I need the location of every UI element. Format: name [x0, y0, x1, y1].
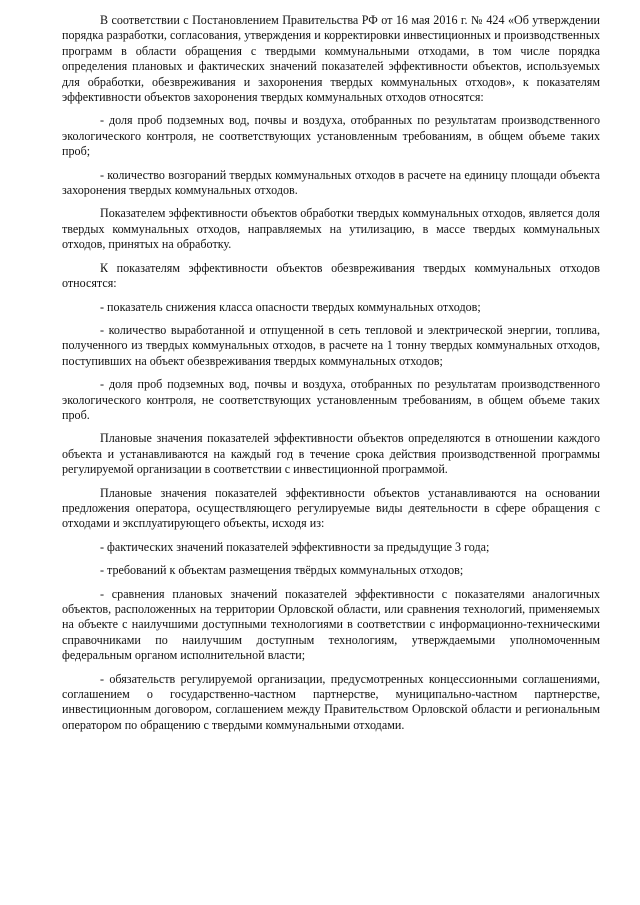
- paragraph-neutralization-item-hazard: - показатель снижения класса опасности твердых коммунальных отходов;: [100, 299, 481, 314]
- paragraph-neutralization-intro: К показателям эффективности объектов обезвреживания твердых коммунальных отходов относятся:: [62, 260, 600, 291]
- paragraph-basis-item-comparison: - сравнения плановых значений показателей эффективности с показателями аналогичных объектов, расположенных на территории Орловской области, или сравнения технологий, применяемых на объекте с наилучшими доступными технологиями в соответствии с информационно-техническими справочниками по наилучшим доступным технологиям, утверждаемыми уполномоченным федеральным органом исполнительной власти;: [62, 586, 600, 663]
- paragraph-intro: В соответствии с Постановлением Правительства РФ от 16 мая 2016 г. № 424 «Об утверждении порядка разработки, согласования, утверждения и корректировки инвестиционных и производственных программ в области обращения с твердыми коммунальными отходами, в том числе порядка определения плановых и фактических значений показателей эффективности объектов, используемых для обработки, обезвреживания и захоронения твердых коммунальных отходов», к показателям эффективности объектов захоронения твердых коммунальных отходов относятся:: [62, 13, 600, 105]
- paragraph-burial-item-samples: - доля проб подземных вод, почвы и воздуха, отобранных по результатам производственного экологического контроля, не соответствующих установленным требованиям, в общем объеме таких проб;: [62, 113, 600, 159]
- paragraph-planned-basis: Плановые значения показателей эффективности объектов устанавливаются на основании предложения оператора, осуществляющего регулируемые виды деятельности в сфере обращения с отходами и эксплуатирующего объекты, исходя из:: [62, 485, 600, 531]
- paragraph-basis-item-actual: - фактических значений показателей эффективности за предыдущие 3 года;: [100, 539, 490, 554]
- paragraph-burial-item-fires: - количество возгораний твердых коммунальных отходов в расчете на единицу площади объекта захоронения твердых коммунальных отходов.: [62, 167, 600, 198]
- paragraph-planned-values: Плановые значения показателей эффективности объектов определяются в отношении каждого объекта и устанавливаются на каждый год в течение срока действия производственной программы регулируемой организации в соответствии с инвестиционной программой.: [62, 431, 600, 477]
- paragraph-processing-indicator: Показателем эффективности объектов обработки твердых коммунальных отходов, является доля твердых коммунальных отходов, направляемых на утилизацию, в массе твердых коммунальных отходов, принятых на обработку.: [62, 206, 600, 252]
- document-page: [62, 13, 600, 741]
- paragraph-basis-item-requirements: - требований к объектам размещения твёрдых коммунальных отходов;: [100, 563, 464, 578]
- paragraph-basis-item-obligations: - обязательств регулируемой организации, предусмотренных концессионными соглашениями, соглашением о государственно-частном партнерстве, муниципально-частном партнерстве, инвестиционным договором, соглашением между Правительством Орловской области и региональным оператором по обращению с твердыми коммунальными отходами.: [62, 671, 600, 732]
- paragraph-neutralization-item-samples: - доля проб подземных вод, почвы и воздуха, отобранных по результатам производственного экологического контроля, не соответствующих установленным требованиям, в общем объеме таких проб.: [62, 377, 600, 422]
- paragraph-neutralization-item-energy: - количество выработанной и отпущенной в сеть тепловой и электрической энергии, топлива, полученного из твердых коммунальных отходов, в расчете на 1 тонну твердых коммунальных отходов, поступивших на объект обезвреживания твердых коммунальных отходов;: [62, 322, 600, 368]
